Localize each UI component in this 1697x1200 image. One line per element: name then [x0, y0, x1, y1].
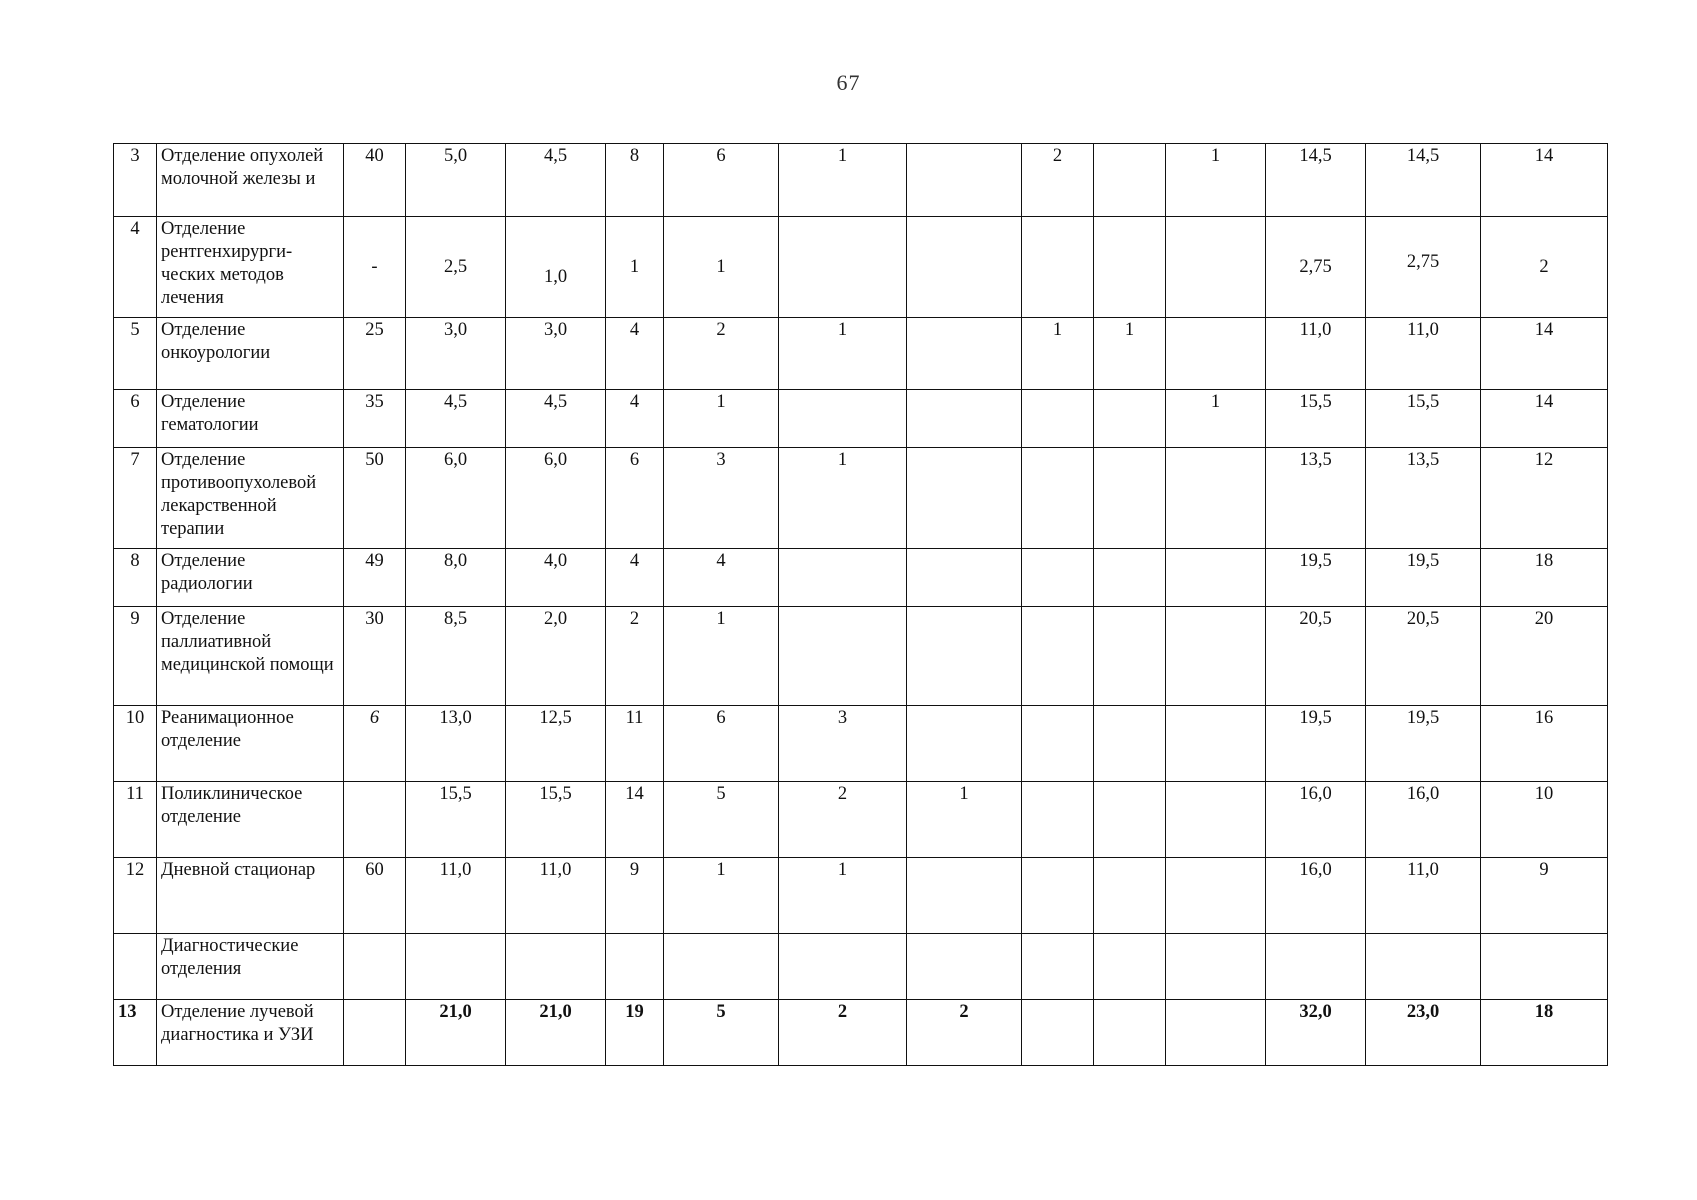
- value-cell: 5: [664, 1000, 779, 1066]
- value-cell: [907, 706, 1022, 782]
- value-cell: 20,5: [1366, 607, 1481, 706]
- value-cell: [1481, 934, 1608, 1000]
- value-cell: 15,5: [1366, 390, 1481, 448]
- beds-cell: 60: [344, 858, 406, 934]
- table-row: [114, 934, 1608, 1000]
- value-cell: 1: [1166, 390, 1266, 448]
- value-cell: [1094, 1000, 1166, 1066]
- value-cell: 11,0: [1366, 858, 1481, 934]
- value-cell: 13,0: [406, 706, 506, 782]
- value-cell: [779, 217, 907, 318]
- value-cell: [779, 607, 907, 706]
- department-name: Реанимационное отделение: [157, 706, 344, 782]
- value-cell: [1366, 934, 1481, 1000]
- beds-cell: 25: [344, 318, 406, 390]
- value-cell: 19,5: [1266, 706, 1366, 782]
- value-cell: [1022, 607, 1094, 706]
- value-cell: 11: [606, 706, 664, 782]
- row-number: 8: [114, 549, 157, 607]
- table-row: [114, 858, 1608, 934]
- value-cell: 4,5: [506, 144, 606, 217]
- value-cell: [1022, 858, 1094, 934]
- value-cell: 16,0: [1366, 782, 1481, 858]
- value-cell: 1: [907, 782, 1022, 858]
- value-cell: 14: [1481, 390, 1608, 448]
- department-name: Отделение лучевой диагностика и УЗИ: [157, 1000, 344, 1066]
- value-cell: [1094, 607, 1166, 706]
- department-name: Поликлиническое отделение: [157, 782, 344, 858]
- value-cell: 18: [1481, 1000, 1608, 1066]
- value-cell: 18: [1481, 549, 1608, 607]
- value-cell: 1: [779, 318, 907, 390]
- value-cell: [1266, 934, 1366, 1000]
- value-cell: 12,5: [506, 706, 606, 782]
- value-cell: [1022, 390, 1094, 448]
- value-cell: 2: [779, 1000, 907, 1066]
- beds-cell: 49: [344, 549, 406, 607]
- value-cell: [406, 934, 506, 1000]
- value-cell: 1: [779, 858, 907, 934]
- row-number: 3: [114, 144, 157, 217]
- value-cell: 5: [664, 782, 779, 858]
- row-number: 13: [114, 1000, 157, 1066]
- value-cell: 3,0: [406, 318, 506, 390]
- value-cell: [907, 549, 1022, 607]
- value-cell: 8,0: [406, 549, 506, 607]
- value-cell: [1166, 858, 1266, 934]
- value-cell: 13,5: [1366, 448, 1481, 549]
- value-cell: [1022, 934, 1094, 1000]
- table-row: [114, 390, 1608, 448]
- value-cell: [779, 934, 907, 1000]
- table-row: [114, 549, 1608, 607]
- value-cell: 4: [606, 318, 664, 390]
- value-cell: [1022, 217, 1094, 318]
- department-name: Отделение паллиативной медицинской помощи: [157, 607, 344, 706]
- value-cell: 4,5: [506, 390, 606, 448]
- value-cell: 11,0: [1266, 318, 1366, 390]
- value-cell: 20: [1481, 607, 1608, 706]
- beds-cell: 6: [344, 706, 406, 782]
- value-cell: 19,5: [1366, 549, 1481, 607]
- value-cell: 19,5: [1366, 706, 1481, 782]
- value-cell: 16,0: [1266, 782, 1366, 858]
- table-row: [114, 706, 1608, 782]
- table-row: [114, 782, 1608, 858]
- value-cell: [1166, 318, 1266, 390]
- value-cell: 32,0: [1266, 1000, 1366, 1066]
- value-cell: [907, 144, 1022, 217]
- value-cell: 21,0: [406, 1000, 506, 1066]
- value-cell: 2: [907, 1000, 1022, 1066]
- value-cell: [1094, 448, 1166, 549]
- value-cell: 15,5: [406, 782, 506, 858]
- row-number: 5: [114, 318, 157, 390]
- value-cell: [907, 390, 1022, 448]
- page-number: 67: [836, 70, 861, 95]
- value-cell: 2,75: [1266, 217, 1366, 318]
- value-cell: 15,5: [1266, 390, 1366, 448]
- value-cell: [1094, 217, 1166, 318]
- value-cell: [1166, 782, 1266, 858]
- beds-cell: 40: [344, 144, 406, 217]
- value-cell: [1022, 706, 1094, 782]
- value-cell: [1094, 549, 1166, 607]
- value-cell: 1: [606, 217, 664, 318]
- value-cell: 14: [1481, 318, 1608, 390]
- value-cell: [1094, 934, 1166, 1000]
- value-cell: [1166, 607, 1266, 706]
- row-number: 11: [114, 782, 157, 858]
- row-number: 9: [114, 607, 157, 706]
- beds-cell: 50: [344, 448, 406, 549]
- value-cell: 9: [606, 858, 664, 934]
- value-cell: [1094, 390, 1166, 448]
- table-row: [114, 1000, 1608, 1066]
- value-cell: 4,0: [506, 549, 606, 607]
- value-cell: [907, 448, 1022, 549]
- value-cell: [664, 934, 779, 1000]
- value-cell: [907, 858, 1022, 934]
- value-cell: 11,0: [1366, 318, 1481, 390]
- value-cell: [506, 934, 606, 1000]
- section-heading: Диагностические отделения: [157, 934, 344, 1000]
- value-cell: 1: [664, 217, 779, 318]
- value-cell: 6,0: [506, 448, 606, 549]
- value-cell: [907, 217, 1022, 318]
- value-cell: 11,0: [406, 858, 506, 934]
- value-cell: 14,5: [1366, 144, 1481, 217]
- value-cell: 1: [664, 858, 779, 934]
- value-cell: 21,0: [506, 1000, 606, 1066]
- value-cell: 14: [606, 782, 664, 858]
- value-cell: [1094, 706, 1166, 782]
- value-cell: [1022, 448, 1094, 549]
- row-number: 4: [114, 217, 157, 318]
- row-number: 7: [114, 448, 157, 549]
- value-cell: [1094, 782, 1166, 858]
- value-cell: [1166, 448, 1266, 549]
- beds-cell: [344, 782, 406, 858]
- value-cell: 4: [664, 549, 779, 607]
- value-cell: 2,75: [1366, 217, 1481, 318]
- value-cell: 1: [779, 448, 907, 549]
- value-cell: 10: [1481, 782, 1608, 858]
- value-cell: [1022, 782, 1094, 858]
- value-cell: [907, 607, 1022, 706]
- value-cell: [1166, 217, 1266, 318]
- value-cell: 14,5: [1266, 144, 1366, 217]
- beds-cell: 30: [344, 607, 406, 706]
- beds-cell: -: [344, 217, 406, 318]
- value-cell: 6: [664, 144, 779, 217]
- value-cell: [1094, 144, 1166, 217]
- value-cell: [1022, 549, 1094, 607]
- value-cell: 1: [779, 144, 907, 217]
- department-name: Отделение онкоурологии: [157, 318, 344, 390]
- value-cell: [907, 318, 1022, 390]
- value-cell: 2: [779, 782, 907, 858]
- value-cell: 2,5: [406, 217, 506, 318]
- value-cell: 11,0: [506, 858, 606, 934]
- value-cell: 6,0: [406, 448, 506, 549]
- row-number: 12: [114, 858, 157, 934]
- department-name: Отделение радиологии: [157, 549, 344, 607]
- value-cell: 16: [1481, 706, 1608, 782]
- value-cell: [606, 934, 664, 1000]
- value-cell: [1166, 1000, 1266, 1066]
- row-number: [114, 934, 157, 1000]
- value-cell: 2: [664, 318, 779, 390]
- value-cell: [779, 549, 907, 607]
- row-number: 6: [114, 390, 157, 448]
- value-cell: [907, 934, 1022, 1000]
- value-cell: 2,0: [506, 607, 606, 706]
- value-cell: 19,5: [1266, 549, 1366, 607]
- table-row: [114, 144, 1608, 217]
- value-cell: 19: [606, 1000, 664, 1066]
- department-name: Отделение гематологии: [157, 390, 344, 448]
- table-row: [114, 448, 1608, 549]
- value-cell: 4: [606, 549, 664, 607]
- value-cell: [1094, 858, 1166, 934]
- value-cell: [779, 390, 907, 448]
- value-cell: 3: [664, 448, 779, 549]
- value-cell: 3: [779, 706, 907, 782]
- value-cell: 15,5: [506, 782, 606, 858]
- value-cell: 8: [606, 144, 664, 217]
- value-cell: 6: [664, 706, 779, 782]
- beds-cell: [344, 934, 406, 1000]
- department-name: Дневной стационар: [157, 858, 344, 934]
- value-cell: 2: [606, 607, 664, 706]
- value-cell: 12: [1481, 448, 1608, 549]
- department-name: Отделение рентгенхирурги-ческих методов лечения: [157, 217, 344, 318]
- value-cell: 20,5: [1266, 607, 1366, 706]
- value-cell: [1166, 934, 1266, 1000]
- value-cell: 4,5: [406, 390, 506, 448]
- beds-cell: 35: [344, 390, 406, 448]
- department-name: Отделение опухолей молочной железы и: [157, 144, 344, 217]
- value-cell: 1: [664, 607, 779, 706]
- value-cell: 14: [1481, 144, 1608, 217]
- table-row: [114, 217, 1608, 318]
- staffing-table: [113, 143, 1608, 1066]
- value-cell: 1: [1094, 318, 1166, 390]
- value-cell: [1166, 706, 1266, 782]
- value-cell: 1: [1166, 144, 1266, 217]
- value-cell: 23,0: [1366, 1000, 1481, 1066]
- beds-cell: [344, 1000, 406, 1066]
- value-cell: 9: [1481, 858, 1608, 934]
- table-row: [114, 607, 1608, 706]
- value-cell: 4: [606, 390, 664, 448]
- value-cell: 2: [1022, 144, 1094, 217]
- value-cell: 3,0: [506, 318, 606, 390]
- value-cell: 2: [1481, 217, 1608, 318]
- value-cell: 16,0: [1266, 858, 1366, 934]
- value-cell: 13,5: [1266, 448, 1366, 549]
- value-cell: 1: [664, 390, 779, 448]
- value-cell: [1166, 549, 1266, 607]
- department-name: Отделение противоопухолевой лекарственной терапии: [157, 448, 344, 549]
- value-cell: [1022, 1000, 1094, 1066]
- row-number: 10: [114, 706, 157, 782]
- table-row: [114, 318, 1608, 390]
- value-cell: 6: [606, 448, 664, 549]
- value-cell: 5,0: [406, 144, 506, 217]
- value-cell: 1: [1022, 318, 1094, 390]
- value-cell: 8,5: [406, 607, 506, 706]
- value-cell: 1,0: [506, 217, 606, 318]
